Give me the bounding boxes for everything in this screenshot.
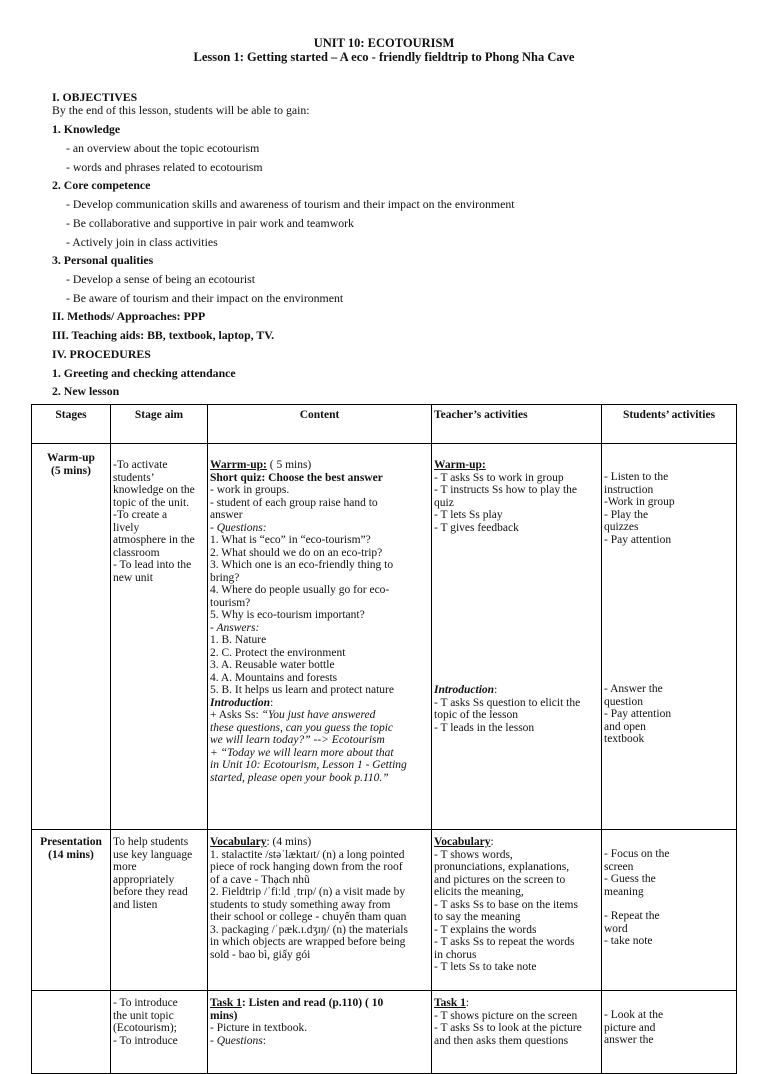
cell-text-line: classroom xyxy=(113,546,160,559)
cell-text-line: Presentation xyxy=(40,836,102,848)
cell-text-line: - T shows words, xyxy=(434,848,513,861)
students-activities-cell xyxy=(602,991,737,1074)
cell-text-line: - T instructs Ss how to play the xyxy=(434,484,578,496)
cell-text-line: -Work in group xyxy=(604,496,675,508)
cell-text-line: - Pay attention xyxy=(604,708,672,720)
cell-text-line: quizzes xyxy=(604,521,639,533)
cell-text-line: - T leads in the lesson xyxy=(434,721,535,734)
core-item: - Be collaborative and supportive in pair work and teamwork xyxy=(66,216,354,230)
content-cell xyxy=(208,444,432,830)
cell-text-line: 3. A. Reusable water bottle xyxy=(210,659,335,671)
unit-title: UNIT 10: ECOTOURISM xyxy=(313,36,455,50)
students-activities-cell xyxy=(602,444,737,830)
cell-text-line: sold - bao bì, giấy gói xyxy=(210,948,311,961)
table-row xyxy=(32,444,737,830)
core-item: - Actively join in class activities xyxy=(66,235,218,249)
cell-text-line: Task 1: Listen and read (p.110) ( 10 xyxy=(210,997,384,1009)
procedures-heading: IV. PROCEDURES xyxy=(52,347,151,361)
cell-text-line: - To lead into the xyxy=(113,559,192,571)
cell-text-line: their school or college - chuyến tham quan xyxy=(210,911,407,923)
cell-text-line: answer xyxy=(210,509,243,521)
lesson-title: Lesson 1: Getting started – A eco - friendly fieldtrip to Phong Nha Cave xyxy=(193,50,575,64)
cell-text-line: 2. What should we do on an eco-trip? xyxy=(210,546,383,559)
cell-text-line: bring? xyxy=(210,571,240,584)
table-header-row xyxy=(32,405,737,444)
cell-text-line: - Guess the xyxy=(604,873,656,885)
stage-cell xyxy=(32,444,111,830)
table-row xyxy=(32,991,737,1074)
cell-text-line: - Questions: xyxy=(210,521,267,534)
cell-text-line: and listen xyxy=(113,898,158,911)
cell-text-line: - Repeat the xyxy=(604,910,660,922)
cell-text-line: (Ecotourism); xyxy=(113,1022,177,1034)
header-stage-aim: Stage aim xyxy=(111,405,208,444)
cell-text-line: - take note xyxy=(604,935,653,947)
cell-text-line: - To introduce xyxy=(113,997,178,1009)
cell-text-line: question xyxy=(604,695,643,708)
cell-text-line: quiz xyxy=(434,496,454,509)
cell-text-line: Vocabulary: xyxy=(434,836,494,848)
cell-text-line: piece of rock hanging down from the roof xyxy=(210,861,403,873)
cell-text-line: instruction xyxy=(604,483,654,496)
cell-text-line: 2. Fieldtrip /ˈfiːld ˌtrɪp/ (n) a visit made by xyxy=(210,886,406,898)
teacher-activities-cell xyxy=(432,991,602,1074)
cell-text-line: 1. B. Nature xyxy=(210,634,267,646)
teacher-activities-cell xyxy=(432,830,602,991)
core-heading: 2. Core competence xyxy=(52,178,151,192)
cell-text-line: started, please open your book p.110.” xyxy=(210,771,389,784)
cell-text-line: (5 mins) xyxy=(51,464,91,477)
cell-text-line: - Look at the xyxy=(604,1009,664,1021)
teacher-activities-cell xyxy=(432,444,602,830)
cell-text-line: mins) xyxy=(210,1009,238,1022)
cell-text-line: - T asks Ss to look at the picture xyxy=(434,1022,582,1034)
cell-text-line: we will learn today?” --> Ecotourism xyxy=(210,734,385,746)
methods: II. Methods/ Approaches: PPP xyxy=(52,309,206,323)
cell-text-line: in which objects are wrapped before being xyxy=(210,936,406,948)
cell-text-line: Introduction: xyxy=(434,684,498,696)
cell-text-line: lively xyxy=(113,521,140,534)
content-cell xyxy=(208,830,432,991)
cell-text-line: 5. Why is eco-tourism important? xyxy=(210,609,365,621)
cell-text-line: these questions, can you guess the topic xyxy=(210,721,394,734)
cell-text-line: Warm-up xyxy=(47,452,95,464)
objectives-intro: By the end of this lesson, students will be able to gain: xyxy=(52,103,310,117)
knowledge-heading: 1. Knowledge xyxy=(52,122,121,136)
cell-text-line: - Answers: xyxy=(210,621,260,634)
cell-text-line: -To activate xyxy=(113,459,168,471)
stage-aim-cell xyxy=(111,991,208,1074)
cell-text-line: - Pay attention xyxy=(604,533,672,546)
cell-text-line: 4. A. Mountains and forests xyxy=(210,671,338,684)
cell-text-line: 5. B. It helps us learn and protect nature xyxy=(210,684,394,696)
cell-text-line: 1. What is “eco” in “eco-tourism”? xyxy=(210,534,371,546)
cell-text-line: 1. stalactite /stəˈlæktaɪt/ (n) a long pointed xyxy=(210,848,405,861)
cell-text-line: -To create a xyxy=(113,509,168,521)
cell-text-line: textbook xyxy=(604,733,645,745)
personal-item: - Be aware of tourism and their impact on the environment xyxy=(66,291,344,305)
cell-text-line: knowledge on the xyxy=(113,484,195,496)
header-students-activities: Students’ activities xyxy=(602,405,737,444)
header-stages: Stages xyxy=(32,405,111,444)
cell-text-line: picture and xyxy=(604,1021,656,1034)
cell-text-line: in chorus xyxy=(434,948,477,961)
cell-text-line: - T asks Ss to work in group xyxy=(434,471,564,484)
procedure-step: 1. Greeting and checking attendance xyxy=(52,366,236,380)
cell-text-line: of a cave - Thạch nhũ xyxy=(210,873,310,886)
stage-cell xyxy=(32,991,111,1074)
cell-text-line: and open xyxy=(604,720,646,733)
cell-text-line: - student of each group raise hand to xyxy=(210,496,378,509)
cell-text-line: - work in groups. xyxy=(210,484,290,496)
cell-text-line: students’ xyxy=(113,471,155,484)
core-item: - Develop communication skills and awareness of tourism and their impact on the environment xyxy=(66,197,515,211)
cell-text-line: Vocabulary: (4 mins) xyxy=(210,836,312,848)
content-cell xyxy=(208,991,432,1074)
cell-text-line: meaning xyxy=(604,885,644,898)
cell-text-line: - Questions: xyxy=(210,1034,266,1047)
cell-text-line: elicits the meaning, xyxy=(434,886,524,898)
procedure-step: 2. New lesson xyxy=(52,384,120,398)
cell-text-line: - T asks Ss to repeat the words xyxy=(434,936,575,948)
personal-heading: 3. Personal qualities xyxy=(52,253,154,267)
cell-text-line: - Play the xyxy=(604,508,649,521)
cell-text-line: word xyxy=(604,922,628,935)
cell-text-line: appropriately xyxy=(113,873,175,886)
cell-text-line: topic of the lesson xyxy=(434,709,518,721)
cell-text-line: more xyxy=(113,861,137,873)
cell-text-line: Introduction: xyxy=(210,696,274,709)
cell-text-line: topic of the unit. xyxy=(113,496,190,509)
cell-text-line: 3. Which one is an eco-friendly thing to xyxy=(210,559,394,571)
cell-text-line: atmosphere in the xyxy=(113,534,195,546)
header-content: Content xyxy=(208,405,432,444)
stage-aim-cell xyxy=(111,830,208,991)
cell-text-line: in Unit 10: Ecotourism, Lesson 1 - Getting xyxy=(210,759,407,771)
cell-text-line: 2. C. Protect the environment xyxy=(210,646,346,659)
cell-text-line: Warrm-up: ( 5 mins) xyxy=(210,459,312,471)
cell-text-line: - T lets Ss to take note xyxy=(434,961,537,973)
stage-cell xyxy=(32,830,111,991)
cell-text-line: answer the xyxy=(604,1034,654,1046)
cell-text-line: new unit xyxy=(113,571,153,584)
cell-text-line: - T lets Ss play xyxy=(434,509,503,521)
objectives-heading: I. OBJECTIVES xyxy=(52,90,138,104)
cell-text-line: - Listen to the xyxy=(604,471,669,483)
cell-text-line: - T shows picture on the screen xyxy=(434,1009,578,1022)
cell-text-line: the unit topic xyxy=(113,1009,174,1022)
cell-text-line: - T explains the words xyxy=(434,923,537,936)
table-row xyxy=(32,830,737,991)
cell-text-line: pronunciations, explanations, xyxy=(434,861,570,873)
teaching-aids: III. Teaching aids: BB, textbook, laptop, TV. xyxy=(52,328,275,342)
cell-text-line: and then asks them questions xyxy=(434,1034,569,1047)
cell-text-line: to say the meaning xyxy=(434,911,521,923)
cell-text-line: and pictures on the screen to xyxy=(434,873,566,886)
cell-text-line: tourism? xyxy=(210,596,251,609)
cell-text-line: 3. packaging /ˈpæk.ɪ.dʒɪŋ/ (n) the materials xyxy=(210,923,408,936)
cell-text-line: Warm-up: xyxy=(434,459,486,471)
cell-text-line: - Answer the xyxy=(604,683,663,695)
cell-text-line: - Picture in textbook. xyxy=(210,1022,308,1034)
cell-text-line: Task 1: xyxy=(434,997,470,1009)
knowledge-item: - words and phrases related to ecotourism xyxy=(66,160,263,174)
knowledge-item: - an overview about the topic ecotourism xyxy=(66,141,260,155)
cell-text-line: Short quiz: Choose the best answer xyxy=(210,471,383,484)
cell-text-line: - T gives feedback xyxy=(434,521,519,534)
cell-text-line: students to study something away from xyxy=(210,898,391,911)
cell-text-line: - T asks Ss question to elicit the xyxy=(434,696,581,709)
cell-text-line: - To introduce xyxy=(113,1034,178,1047)
cell-text-line: - T asks Ss to base on the items xyxy=(434,898,578,911)
cell-text-line: (14 mins) xyxy=(48,848,94,861)
header-teacher-activities: Teacher’s activities xyxy=(432,405,602,444)
personal-item: - Develop a sense of being an ecotourist xyxy=(66,272,256,286)
students-activities-cell xyxy=(602,830,737,991)
procedures-table xyxy=(31,404,737,1074)
cell-text-line: - Focus on the xyxy=(604,848,670,860)
cell-text-line: To help students xyxy=(113,836,189,848)
cell-text-line: use key language xyxy=(113,848,193,861)
stage-aim-cell xyxy=(111,444,208,830)
cell-text-line: 4. Where do people usually go for eco- xyxy=(210,584,390,596)
cell-text-line: screen xyxy=(604,860,634,873)
cell-text-line: + “Today we will learn more about that xyxy=(210,746,394,759)
cell-text-line: before they read xyxy=(113,886,188,898)
cell-text-line: + Asks Ss: “You just have answered xyxy=(210,709,376,721)
